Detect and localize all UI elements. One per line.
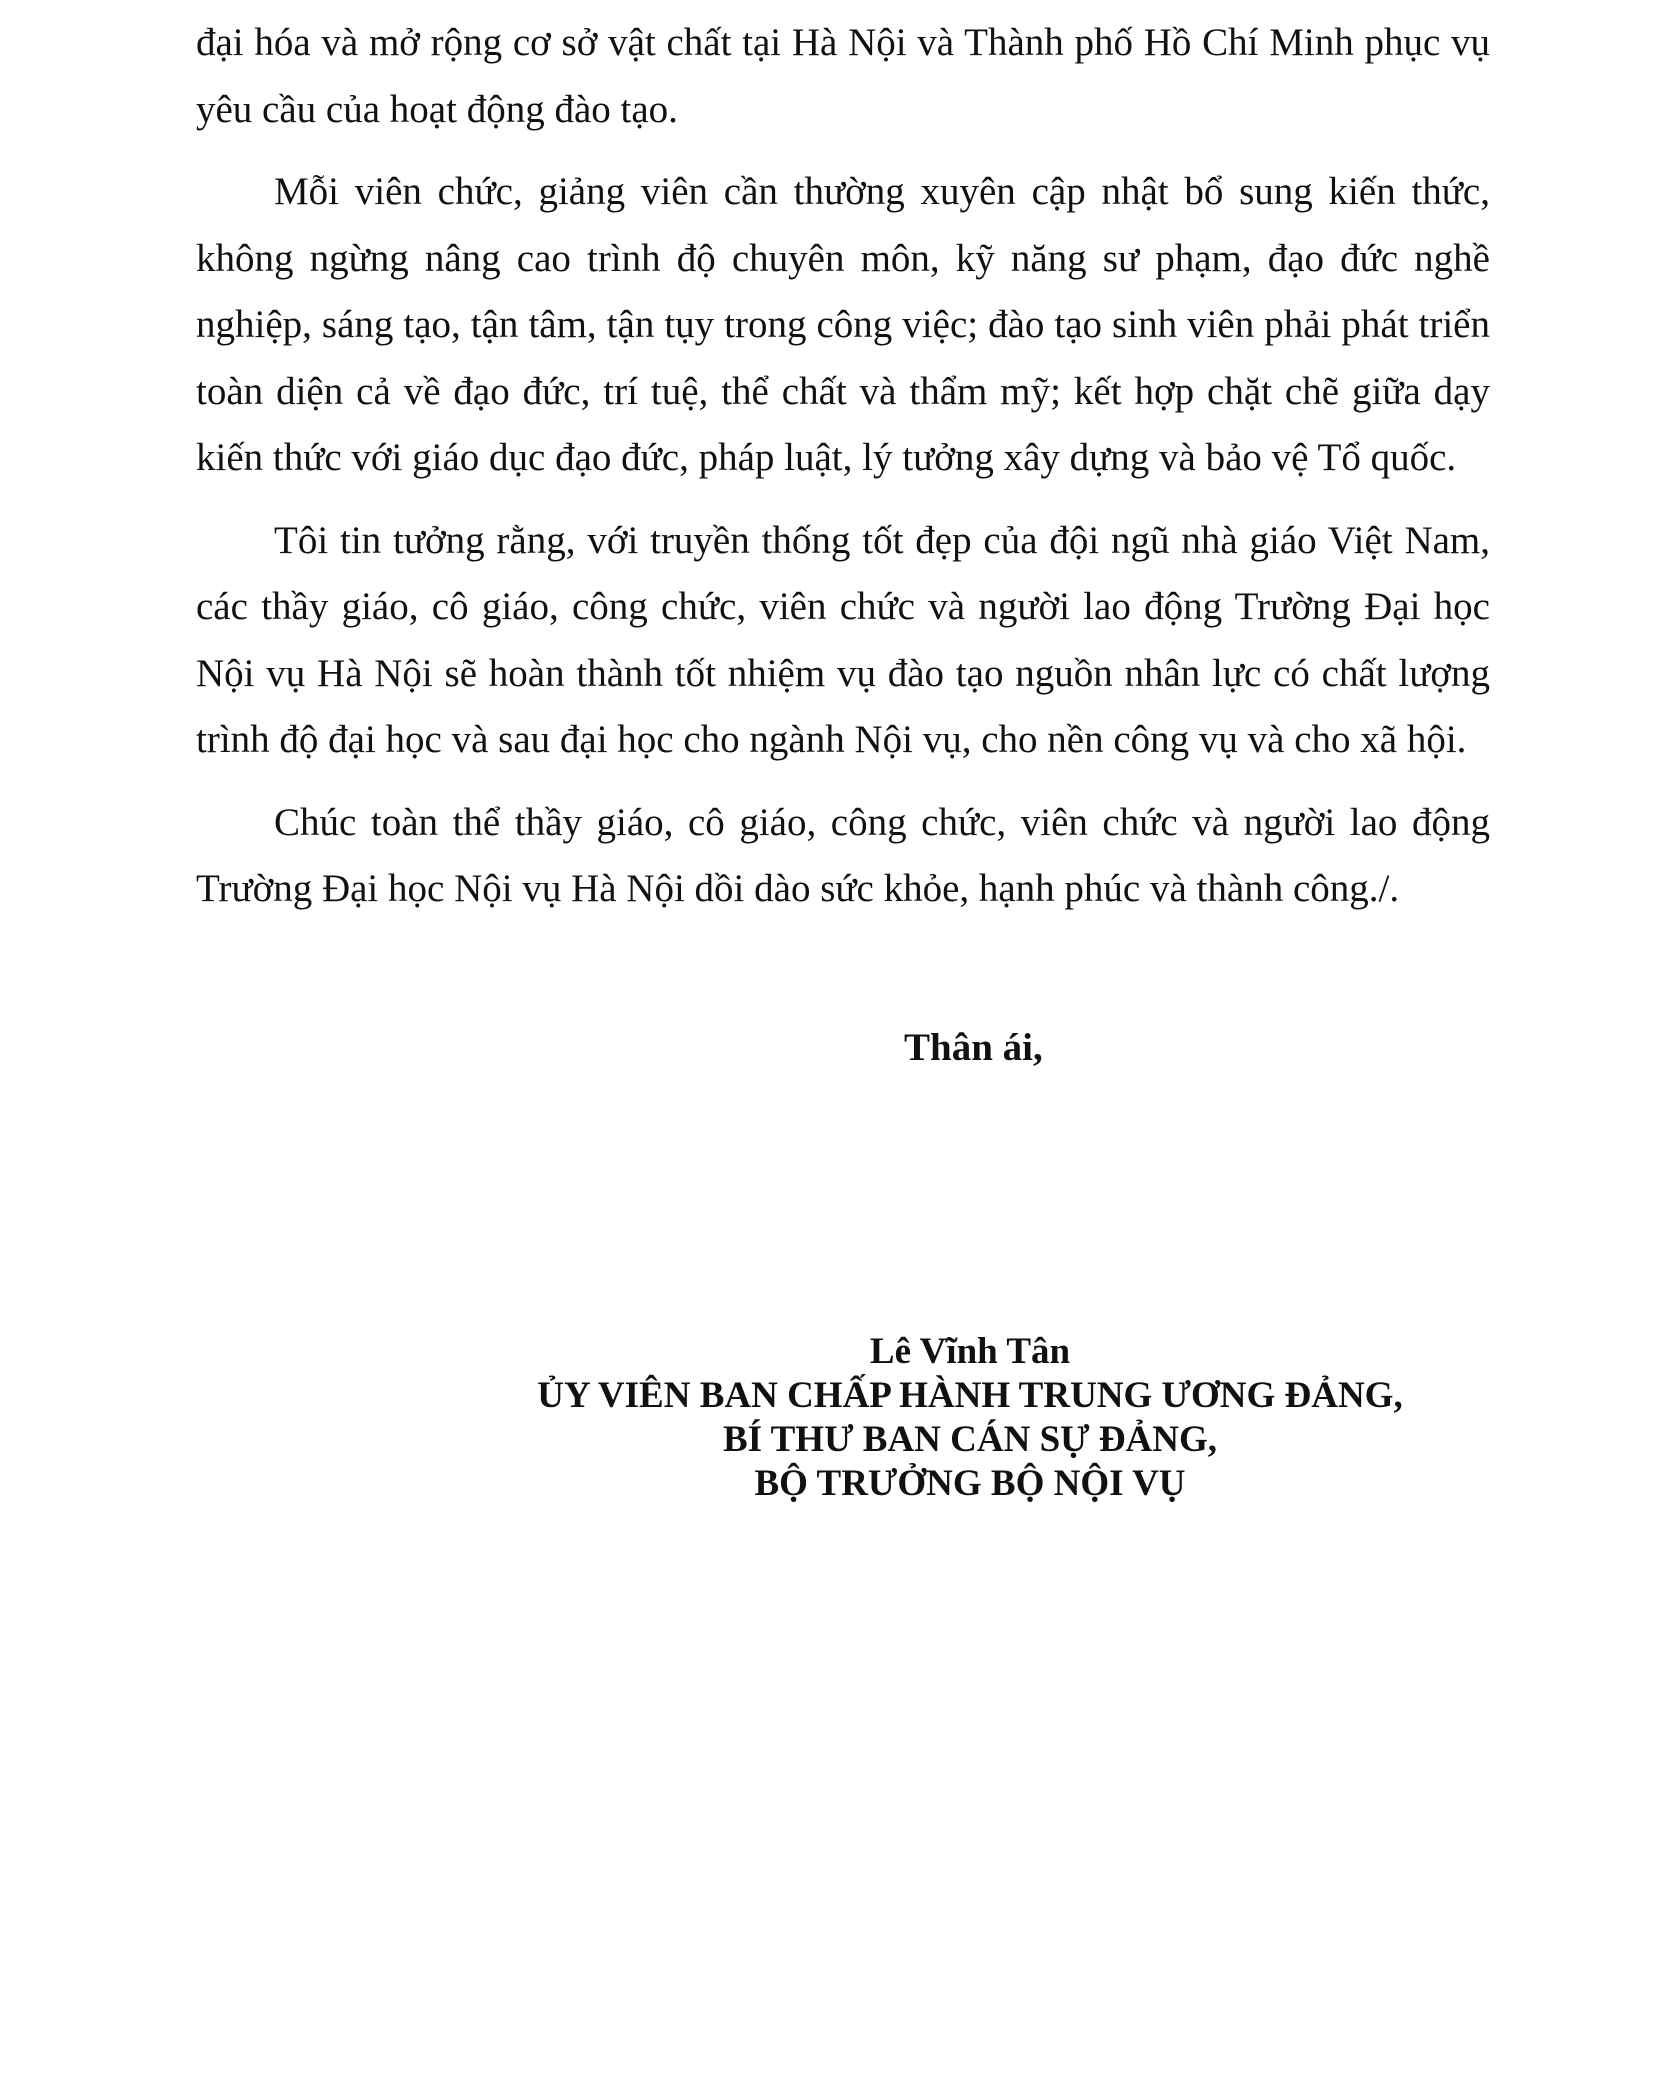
paragraph-facilities: đại hóa và mở rộng cơ sở vật chất tại Hà Nội và Thành phố Hồ Chí Minh phục vụ yêu cầu của hoạt động đào tạo.	[196, 21, 1490, 131]
closing-salutation: Thân ái,	[904, 1026, 1043, 1069]
signer-title-line-3: BỘ TRƯỞNG BỘ NỘI VỤ	[754, 1463, 1186, 1504]
paragraph-wishes: Chúc toàn thể thầy giáo, cô giáo, công chức, viên chức và người lao động Trường Đại học Nội vụ Hà Nội dồi dào sức khỏe, hạnh phúc và thành công./.	[196, 800, 1490, 910]
paragraph-staff-duties: Mỗi viên chức, giảng viên cần thường xuyên cập nhật bổ sung kiến thức, không ngừng nâng cao trình độ chuyên môn, kỹ năng sư phạm, đạo đức nghề nghiệp, sáng tạo, tận tâm, tận tụy trong công việc; đào tạo sinh viên phải phát triển toàn diện cả về đạo đức, trí tuệ, thể chất và thẩm mỹ; kết hợp chặt chẽ giữa dạy kiến thức với giáo dục đạo đức, pháp luật, lý tưởng xây dựng và bảo vệ Tổ quốc.	[196, 170, 1490, 479]
signature-block	[420, 1330, 1520, 1506]
letter-body	[196, 10, 1490, 939]
signer-name: Lê Vĩnh Tân	[869, 1331, 1071, 1372]
paragraph-confidence: Tôi tin tưởng rằng, với truyền thống tốt đẹp của đội ngũ nhà giáo Việt Nam, các thầy giáo, cô giáo, công chức, viên chức và người lao động Trường Đại học Nội vụ Hà Nội sẽ hoàn thành tốt nhiệm vụ đào tạo nguồn nhân lực có chất lượng trình độ đại học và sau đại học cho ngành Nội vụ, cho nền công vụ và cho xã hội.	[196, 518, 1490, 761]
signer-title-line-2: BÍ THƯ BAN CÁN SỰ ĐẢNG,	[722, 1419, 1218, 1460]
signer-title-line-1: ỦY VIÊN BAN CHẤP HÀNH TRUNG ƯƠNG ĐẢNG,	[537, 1375, 1403, 1416]
